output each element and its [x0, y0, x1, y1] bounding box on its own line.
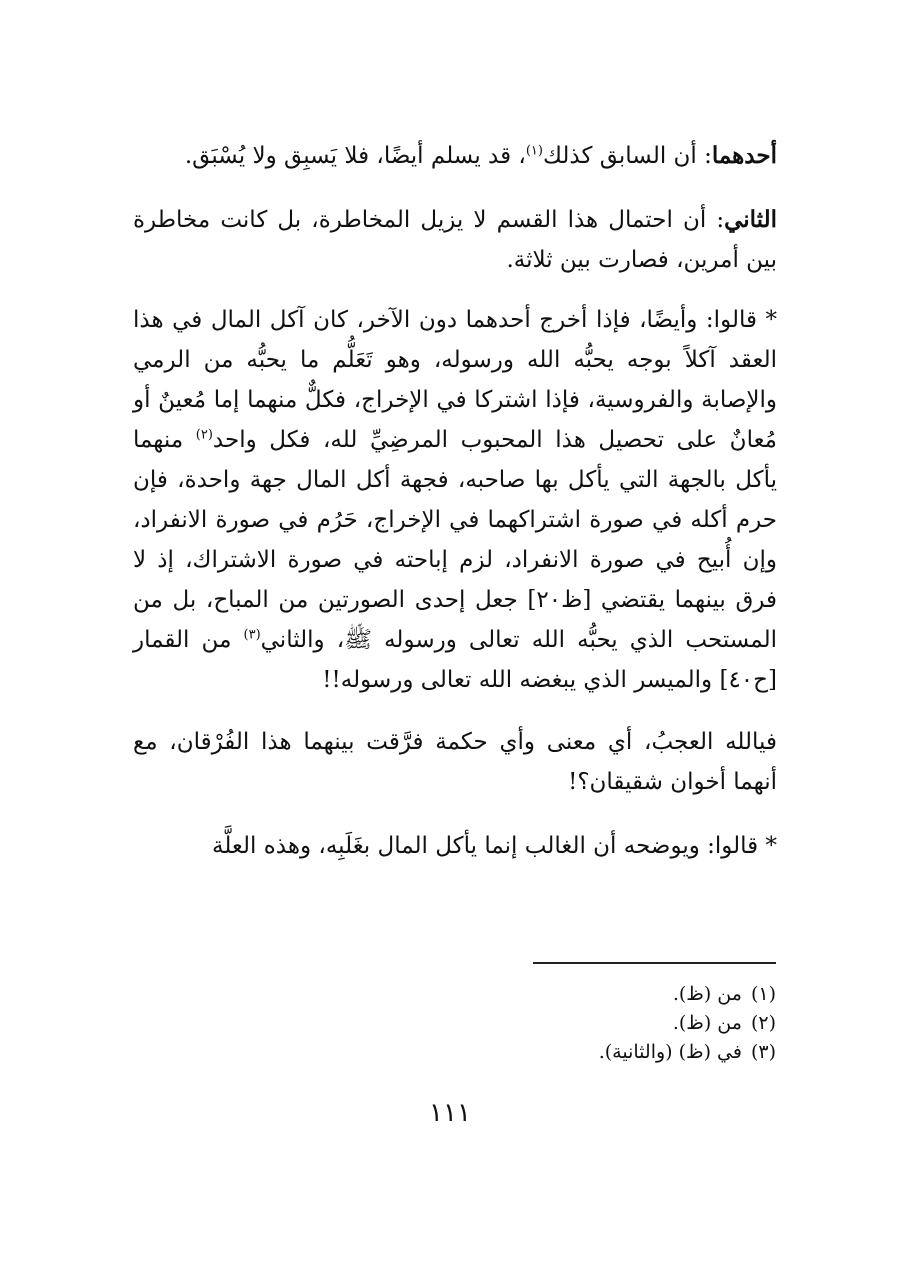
- paragraph-text: فيالله العجبُ، أي معنى وأي حكمة فرَّقت بينهما هذا الفُرْقان، مع أنهما أخوان شقيقان؟!: [133, 729, 777, 795]
- footnote-text: من (ظ).: [672, 983, 742, 1005]
- footnotes: [356, 980, 776, 1067]
- paragraph-continuation: [133, 826, 777, 866]
- footnote-item: [356, 980, 776, 1009]
- paragraph-text: * قالوا: ويوضحه أن الغالب إنما يأكل المال بغَلَبِه، وهذه العلَّة: [211, 833, 777, 859]
- footnote-separator: [533, 962, 776, 964]
- footnote-item: [356, 1009, 776, 1038]
- footnote-ref-1[interactable]: (١): [525, 143, 543, 159]
- page-number: ١١١: [429, 1098, 471, 1128]
- footnote-item: [356, 1038, 776, 1067]
- footnote-number: (٢): [750, 1012, 776, 1034]
- book-page-body: [133, 136, 777, 866]
- paragraph-lead-word: الثاني: [724, 206, 777, 233]
- footnote-number: (٣): [750, 1041, 776, 1063]
- paragraph-text: * قالوا: وأيضًا، فإذا أخرج أحدهما دون الآخر، كان آكل المال في هذا العقد آكلاً بوجه يحبُّه الله ورسوله، وهو تَعَلُّم ما يحبُّه من الرمي والإصابة والفروسية، فإذا اشتركا في الإخراج، فكلٌّ منهما إما مُعينٌ أو مُعانٌ على تحصيل هذا المحبوب المرضِيِّ لله، فكل واحد: [133, 307, 777, 453]
- paragraph-text: منهما يأكل بالجهة التي يأكل بها صاحبه، فجهة أكل المال جهة واحدة، فإن حرم أكله في صورة اشتراكهما في الإخراج، حَرُم في صورة الانفراد، وإن أُبيح في صورة الانفراد، لزم إباحته في صورة الاشتراك، إذ لا فرق بينهما يقتضي [ظ٢٠] جعل إحدى الصورتين من المباح، بل من المستحب الذي يحبُّه الله تعالى ورسوله ﷺ، والثاني: [133, 427, 777, 653]
- paragraph-second-option: [133, 200, 777, 280]
- paragraph-first-option: [133, 136, 777, 176]
- footnote-text: في (ظ) (والثانية).: [598, 1041, 742, 1063]
- footnote-ref-3[interactable]: (٣): [243, 627, 261, 643]
- paragraph-argument: [133, 300, 777, 700]
- paragraph-lead-word: أحدهما: [711, 142, 777, 169]
- footnote-ref-2[interactable]: (٢): [195, 427, 213, 443]
- footnote-number: (١): [750, 983, 776, 1005]
- paragraph-text: من القمار [ح٤٠] والميسر الذي يبغضه الله تعالى ورسوله!!: [133, 627, 777, 693]
- paragraph-text: : أن السابق كذلك: [542, 143, 712, 169]
- paragraph-text: : أن احتمال هذا القسم لا يزيل المخاطرة، بل كانت مخاطرة بين أمرين، فصارت بين ثلاثة.: [133, 207, 777, 273]
- footnote-text: من (ظ).: [672, 1012, 742, 1034]
- paragraph-text: ، قد يسلم أيضًا، فلا يَسبِق ولا يُسْبَق.: [184, 143, 526, 169]
- paragraph-exclamation: [133, 722, 777, 802]
